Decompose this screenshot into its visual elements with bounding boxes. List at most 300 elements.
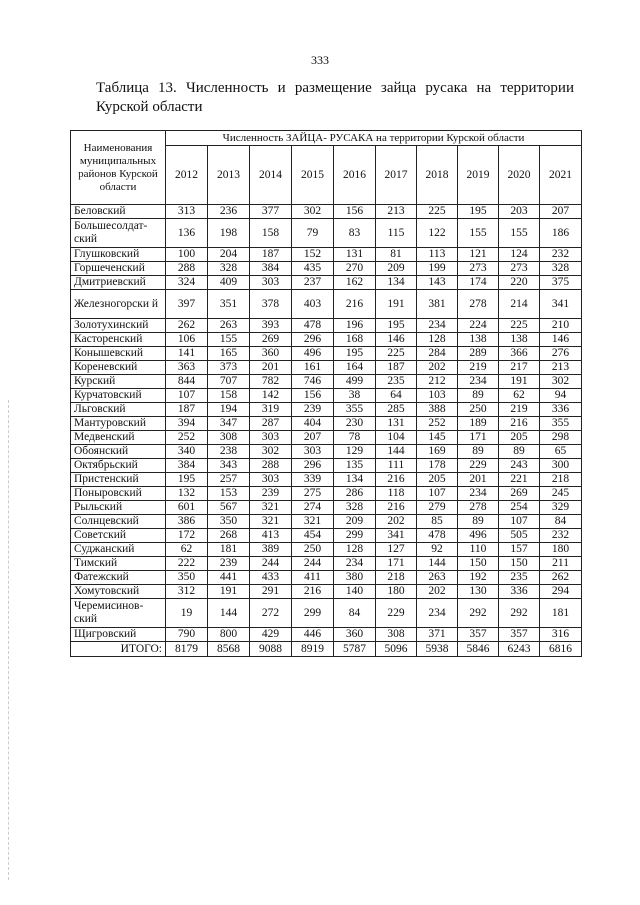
population-value: 155 [458,219,499,248]
population-value: 269 [250,333,292,347]
population-value: 19 [166,599,208,628]
population-value: 313 [166,205,208,219]
population-value: 478 [417,529,458,543]
population-value: 202 [417,361,458,375]
population-value: 84 [334,599,376,628]
district-name: Большесолдат-ский [71,219,166,248]
population-value: 144 [417,557,458,571]
population-value: 343 [208,459,250,473]
population-value: 192 [458,571,499,585]
population-value: 194 [208,403,250,417]
population-value: 375 [540,276,582,290]
population-value: 78 [334,431,376,445]
district-name: Советский [71,529,166,543]
district-name: Глушковский [71,248,166,262]
population-value: 288 [166,262,208,276]
population-value: 195 [376,319,417,333]
population-value: 381 [417,290,458,319]
district-name: Черемисинов-ский [71,599,166,628]
population-value: 291 [250,585,292,599]
population-value: 225 [499,319,540,333]
scan-edge-line [8,400,10,880]
total-value: 5096 [376,642,417,657]
population-value: 156 [292,389,334,403]
year-header: 2013 [208,146,250,205]
population-value: 232 [540,529,582,543]
district-name: Солнцевский [71,515,166,529]
population-value: 213 [540,361,582,375]
population-value: 145 [417,431,458,445]
population-value: 207 [292,431,334,445]
population-value: 128 [334,543,376,557]
district-name: Медвенский [71,431,166,445]
population-value: 89 [458,445,499,459]
table-row [71,473,582,487]
population-value: 478 [292,319,334,333]
population-value: 150 [458,557,499,571]
population-value: 155 [208,333,250,347]
population-value: 129 [334,445,376,459]
population-value: 134 [376,276,417,290]
population-value: 319 [250,403,292,417]
population-value: 202 [417,585,458,599]
population-value: 707 [208,375,250,389]
table-row [71,219,582,248]
population-value: 302 [540,375,582,389]
population-value: 252 [166,431,208,445]
population-value: 254 [499,501,540,515]
population-value: 308 [208,431,250,445]
population-value: 146 [540,333,582,347]
population-value: 150 [499,557,540,571]
population-value: 272 [250,599,292,628]
population-value: 38 [334,389,376,403]
population-value: 380 [334,571,376,585]
population-value: 328 [208,262,250,276]
population-value: 292 [499,599,540,628]
total-label: ИТОГО: [71,642,166,657]
population-value: 158 [250,219,292,248]
population-value: 201 [458,473,499,487]
population-value: 384 [166,459,208,473]
population-value: 92 [417,543,458,557]
population-value: 232 [540,248,582,262]
population-value: 268 [208,529,250,543]
population-value: 403 [292,290,334,319]
year-header: 2019 [458,146,499,205]
table-row [71,417,582,431]
population-value: 62 [499,389,540,403]
population-value: 191 [499,375,540,389]
population-value: 89 [458,515,499,529]
total-value: 9088 [250,642,292,657]
population-value: 169 [417,445,458,459]
population-value: 496 [458,529,499,543]
population-value: 187 [166,403,208,417]
population-value: 393 [250,319,292,333]
population-value: 221 [499,473,540,487]
district-name: Поныровский [71,487,166,501]
population-value: 257 [208,473,250,487]
population-value: 205 [417,473,458,487]
population-value: 217 [499,361,540,375]
population-value: 373 [208,361,250,375]
population-value: 237 [292,276,334,290]
population-value: 121 [458,248,499,262]
table-row [71,431,582,445]
population-value: 195 [166,473,208,487]
population-value: 89 [458,389,499,403]
population-value: 100 [166,248,208,262]
table-row [71,389,582,403]
population-value: 413 [250,529,292,543]
population-value: 140 [334,585,376,599]
population-value: 136 [166,219,208,248]
population-value: 347 [208,417,250,431]
year-header: 2015 [292,146,334,205]
table-caption [96,79,574,117]
table-row [71,515,582,529]
population-value: 219 [499,403,540,417]
population-value: 216 [376,501,417,515]
population-value: 181 [208,543,250,557]
district-name: Хомутовский [71,585,166,599]
population-value: 225 [417,205,458,219]
population-value: 124 [499,248,540,262]
table-row [71,557,582,571]
population-value: 245 [540,487,582,501]
population-value: 180 [376,585,417,599]
population-value: 84 [540,515,582,529]
population-value: 499 [334,375,376,389]
population-value: 429 [250,628,292,642]
population-value: 312 [166,585,208,599]
population-value: 164 [334,361,376,375]
population-value: 244 [250,557,292,571]
population-value: 122 [417,219,458,248]
population-value: 441 [208,571,250,585]
population-value: 216 [499,417,540,431]
population-value: 336 [499,585,540,599]
table-row [71,487,582,501]
population-value: 134 [334,473,376,487]
population-value: 366 [499,347,540,361]
population-value: 106 [166,333,208,347]
population-value: 195 [458,205,499,219]
population-value: 244 [292,557,334,571]
district-name: Рыльский [71,501,166,515]
population-value: 161 [292,361,334,375]
population-value: 289 [458,347,499,361]
population-value: 131 [376,417,417,431]
population-value: 394 [166,417,208,431]
population-value: 219 [458,361,499,375]
district-name: Кореневский [71,361,166,375]
population-value: 62 [166,543,208,557]
population-value: 213 [376,205,417,219]
population-value: 328 [334,501,376,515]
population-value: 601 [166,501,208,515]
population-value: 388 [417,403,458,417]
population-value: 171 [376,557,417,571]
district-name: Щигровский [71,628,166,642]
caption-line-1: Таблица 13. Численность и размещение зайца русака на территории [96,80,574,96]
population-value: 239 [292,403,334,417]
population-value: 204 [208,248,250,262]
population-value: 199 [417,262,458,276]
district-name: Золотухинский [71,319,166,333]
population-value: 360 [334,628,376,642]
population-value: 298 [540,431,582,445]
population-value: 135 [334,459,376,473]
table-row [71,628,582,642]
population-value: 505 [499,529,540,543]
table-row [71,290,582,319]
population-value: 214 [499,290,540,319]
population-value: 224 [458,319,499,333]
population-value: 138 [458,333,499,347]
population-value: 115 [376,219,417,248]
population-value: 446 [292,628,334,642]
population-value: 238 [208,445,250,459]
population-value: 220 [499,276,540,290]
table-row [71,585,582,599]
population-value: 285 [376,403,417,417]
population-value: 127 [376,543,417,557]
table-row [71,262,582,276]
population-value: 234 [458,375,499,389]
district-name: Беловский [71,205,166,219]
population-value: 178 [417,459,458,473]
population-value: 239 [250,487,292,501]
population-value: 85 [417,515,458,529]
population-value: 790 [166,628,208,642]
population-value: 321 [250,515,292,529]
population-value: 340 [166,445,208,459]
population-value: 111 [376,459,417,473]
district-name: Октябрьский [71,459,166,473]
population-value: 302 [292,205,334,219]
population-value: 207 [540,205,582,219]
total-value: 8919 [292,642,334,657]
population-value: 339 [292,473,334,487]
year-header: 2012 [166,146,208,205]
population-value: 262 [540,571,582,585]
population-value: 141 [166,347,208,361]
year-header: 2020 [499,146,540,205]
population-value: 284 [417,347,458,361]
population-value: 107 [417,487,458,501]
population-value: 377 [250,205,292,219]
table-row [71,248,582,262]
population-value: 216 [334,290,376,319]
name-column-header: Наименования муниципальных районов Курской области [71,131,166,205]
population-value: 236 [208,205,250,219]
population-value: 336 [540,403,582,417]
population-value: 218 [540,473,582,487]
population-value: 263 [417,571,458,585]
population-value: 329 [540,501,582,515]
district-name: Пристенский [71,473,166,487]
table-row [71,571,582,585]
population-value: 94 [540,389,582,403]
district-name: Льговский [71,403,166,417]
district-name: Горшеченский [71,262,166,276]
total-value: 5846 [458,642,499,657]
population-value: 165 [208,347,250,361]
population-value: 234 [458,487,499,501]
population-value: 191 [208,585,250,599]
table-row [71,445,582,459]
population-value: 250 [292,543,334,557]
table-row [71,276,582,290]
table-row [71,347,582,361]
population-span-header: Численность ЗАЙЦА- РУСАКА на территории Курской области [166,131,582,146]
table-row [71,403,582,417]
population-value: 222 [166,557,208,571]
caption-line-2: Курской области [96,99,203,115]
population-value: 209 [376,262,417,276]
population-value: 81 [376,248,417,262]
total-value: 8179 [166,642,208,657]
population-value: 142 [250,389,292,403]
year-header: 2021 [540,146,582,205]
population-value: 269 [499,487,540,501]
population-value: 235 [499,571,540,585]
total-value: 6816 [540,642,582,657]
population-value: 118 [376,487,417,501]
population-value: 168 [334,333,376,347]
population-value: 844 [166,375,208,389]
population-value: 189 [458,417,499,431]
district-name: Конышевский [71,347,166,361]
population-value: 496 [292,347,334,361]
population-value: 300 [540,459,582,473]
population-value: 216 [376,473,417,487]
table-row [71,599,582,628]
population-value: 324 [166,276,208,290]
district-name: Мантуровский [71,417,166,431]
table-row [71,333,582,347]
population-value: 384 [250,262,292,276]
population-value: 216 [292,585,334,599]
population-value: 299 [334,529,376,543]
total-row [71,642,582,657]
population-value: 252 [417,417,458,431]
population-value: 156 [334,205,376,219]
population-value: 279 [417,501,458,515]
population-value: 131 [334,248,376,262]
population-value: 275 [292,487,334,501]
population-value: 158 [208,389,250,403]
population-value: 235 [376,375,417,389]
population-value: 355 [540,417,582,431]
population-value: 138 [499,333,540,347]
population-value: 186 [540,219,582,248]
year-header: 2017 [376,146,417,205]
district-name: Курчатовский [71,389,166,403]
population-value: 203 [499,205,540,219]
population-value: 103 [417,389,458,403]
table-row [71,459,582,473]
population-value: 195 [334,347,376,361]
population-value: 292 [458,599,499,628]
population-value: 155 [499,219,540,248]
population-value: 225 [376,347,417,361]
population-value: 454 [292,529,334,543]
year-header: 2014 [250,146,292,205]
population-value: 435 [292,262,334,276]
population-value: 144 [376,445,417,459]
population-value: 201 [250,361,292,375]
population-value: 157 [499,543,540,557]
table-row [71,375,582,389]
population-value: 351 [208,290,250,319]
population-value: 89 [499,445,540,459]
population-value: 205 [499,431,540,445]
table-row [71,205,582,219]
population-value: 239 [208,557,250,571]
population-value: 113 [417,248,458,262]
year-header: 2018 [417,146,458,205]
population-value: 234 [334,557,376,571]
population-value: 360 [250,347,292,361]
population-value: 262 [166,319,208,333]
population-value: 288 [250,459,292,473]
population-value: 83 [334,219,376,248]
population-value: 198 [208,219,250,248]
population-value: 229 [376,599,417,628]
population-value: 202 [376,515,417,529]
table-row [71,543,582,557]
population-value: 321 [292,515,334,529]
population-value: 389 [250,543,292,557]
population-value: 294 [540,585,582,599]
population-value: 409 [208,276,250,290]
population-value: 341 [540,290,582,319]
population-value: 567 [208,501,250,515]
population-value: 357 [499,628,540,642]
population-value: 146 [376,333,417,347]
population-value: 746 [292,375,334,389]
total-value: 5938 [417,642,458,657]
population-value: 378 [250,290,292,319]
population-value: 132 [166,487,208,501]
population-value: 386 [166,515,208,529]
population-value: 130 [458,585,499,599]
population-value: 303 [292,445,334,459]
district-name: Обоянский [71,445,166,459]
population-value: 209 [334,515,376,529]
population-value: 152 [292,248,334,262]
population-value: 404 [292,417,334,431]
population-value: 308 [376,628,417,642]
population-value: 263 [208,319,250,333]
population-value: 210 [540,319,582,333]
population-value: 65 [540,445,582,459]
population-value: 153 [208,487,250,501]
population-value: 172 [166,529,208,543]
year-header: 2016 [334,146,376,205]
district-name: Суджанский [71,543,166,557]
population-value: 303 [250,276,292,290]
population-value: 212 [417,375,458,389]
population-value: 187 [376,361,417,375]
district-name: Тимский [71,557,166,571]
population-value: 187 [250,248,292,262]
district-name: Касторенский [71,333,166,347]
population-value: 230 [334,417,376,431]
